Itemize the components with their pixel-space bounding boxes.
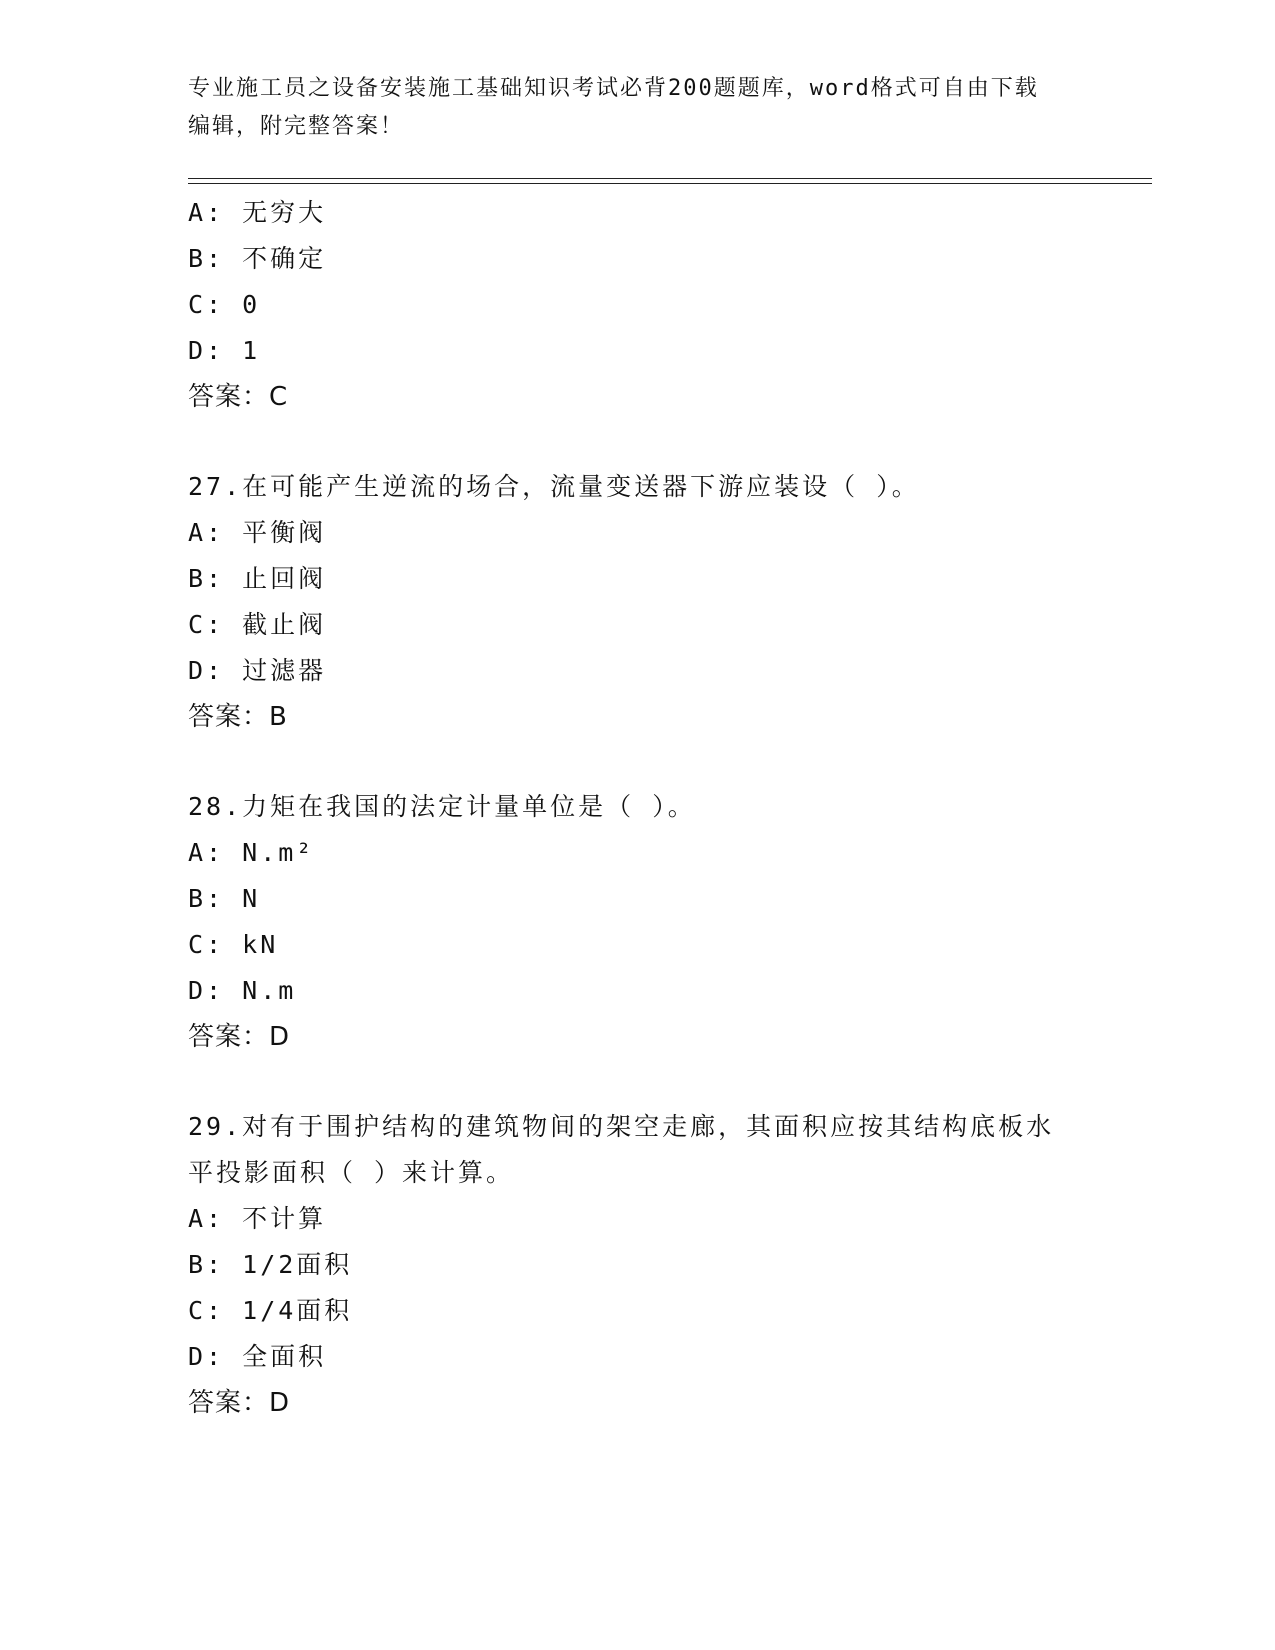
option-b: B: 1/2面积 <box>188 1250 353 1279</box>
option-a: A: 平衡阀 <box>188 518 327 547</box>
option-c: C: 0 <box>188 290 261 319</box>
option-d: D: 过滤器 <box>188 656 327 685</box>
option-b: B: N <box>188 884 261 913</box>
option-c: C: 截止阀 <box>188 610 327 639</box>
option-d: D: N.m <box>188 976 297 1005</box>
question-text: 27.在可能产生逆流的场合，流量变送器下游应装设（ ）。 <box>188 472 920 501</box>
option-c: C: kN <box>188 930 279 959</box>
option-c: C: 1/4面积 <box>188 1296 353 1325</box>
spacer <box>188 740 1088 784</box>
option-d: D: 全面积 <box>188 1342 327 1371</box>
answer-line: 答案：C <box>188 382 289 412</box>
question-block-28 <box>188 784 1088 1060</box>
option-a: A: N.m² <box>188 838 315 867</box>
document-header <box>188 70 1088 146</box>
option-a: A: 无穷大 <box>188 198 327 227</box>
spacer <box>188 420 1088 464</box>
question-text-line-1: 29.对有于围护结构的建筑物间的架空走廊，其面积应按其结构底板水 <box>188 1112 1055 1141</box>
answer-line: 答案：D <box>188 1022 291 1052</box>
spacer <box>188 1060 1088 1104</box>
option-b: B: 不确定 <box>188 244 327 273</box>
question-block-29 <box>188 1104 1088 1426</box>
question-text: 28.力矩在我国的法定计量单位是（ ）。 <box>188 792 696 821</box>
option-d: D: 1 <box>188 336 261 365</box>
option-b: B: 止回阀 <box>188 564 327 593</box>
answer-line: 答案：B <box>188 702 288 732</box>
header-title-line-1: 专业施工员之设备安装施工基础知识考试必背200题题库，word格式可自由下载 <box>188 76 1039 101</box>
question-text-line-2: 平投影面积（ ）来计算。 <box>188 1158 515 1187</box>
header-divider-top <box>188 178 1152 179</box>
option-a: A: 不计算 <box>188 1204 327 1233</box>
question-list <box>188 190 1088 1426</box>
answer-line: 答案：D <box>188 1388 291 1418</box>
header-divider-bottom <box>188 183 1152 184</box>
question-block-26 <box>188 190 1088 420</box>
header-title-line-2: 编辑，附完整答案！ <box>188 114 405 139</box>
question-block-27 <box>188 464 1088 740</box>
